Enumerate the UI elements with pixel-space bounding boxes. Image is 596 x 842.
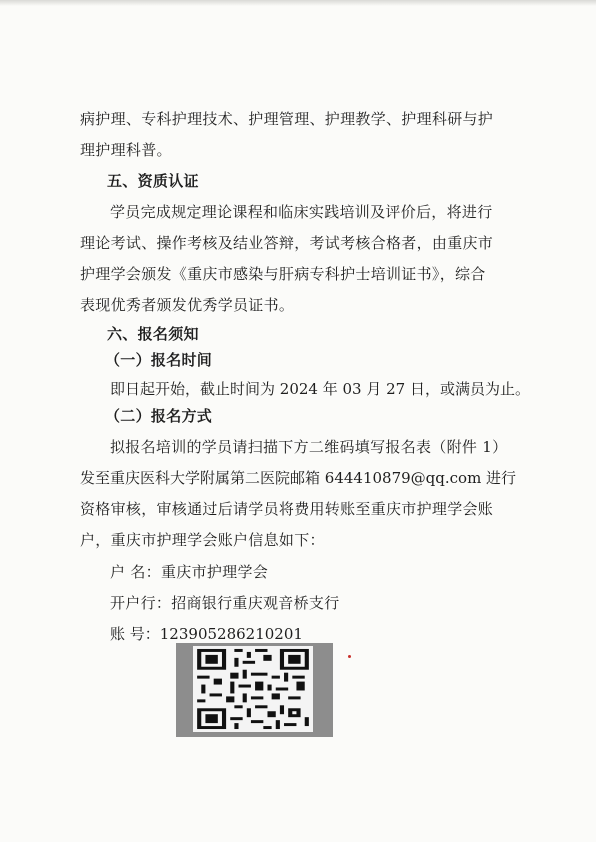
body-line-2: 理护理科普。 — [80, 141, 172, 159]
body-line-7: 即日起开始，截止时间为 2024 年 03 月 27 日，或满员为止。 — [110, 380, 530, 398]
subheading-method: （二）报名方式 — [105, 407, 213, 425]
section-heading-6: 六、报名须知 — [107, 325, 199, 343]
qr-code-icon[interactable] — [193, 646, 313, 732]
account-bank: 开户行：招商银行重庆观音桥支行 — [110, 594, 340, 612]
body-line-3: 学员完成规定理论课程和临床实践培训及评价后，将进行 — [110, 203, 493, 221]
body-line-5: 护理学会颁发《重庆市感染与肝病专科护士培训证书》，综合 — [80, 265, 486, 283]
body-line-10: 资格审核，审核通过后请学员将费用转账至重庆市护理学会账 — [80, 500, 494, 518]
body-line-9: 发至重庆医科大学附属第二医院邮箱 644410879@qq.com 进行 — [80, 469, 517, 487]
body-line-8: 拟报名培训的学员请扫描下方二维码填写报名表（附件 1） — [110, 438, 508, 456]
body-line-1: 病护理、专科护理技术、护理管理、护理教学、护理科研与护 — [80, 110, 494, 128]
red-mark — [348, 655, 351, 658]
account-number: 账 号：123905286210201 — [110, 625, 303, 643]
section-heading-5: 五、资质认证 — [107, 172, 199, 190]
body-line-4: 理论考试、操作考核及结业答辩，考试考核合格者，由重庆市 — [80, 234, 494, 252]
body-line-6: 表现优秀者颁发优秀学员证书。 — [80, 296, 295, 314]
body-line-11: 户，重庆市护理学会账户信息如下： — [80, 531, 325, 549]
account-name: 户 名：重庆市护理学会 — [110, 563, 269, 581]
subheading-time: （一）报名时间 — [105, 351, 213, 369]
scan-edge — [0, 0, 596, 6]
